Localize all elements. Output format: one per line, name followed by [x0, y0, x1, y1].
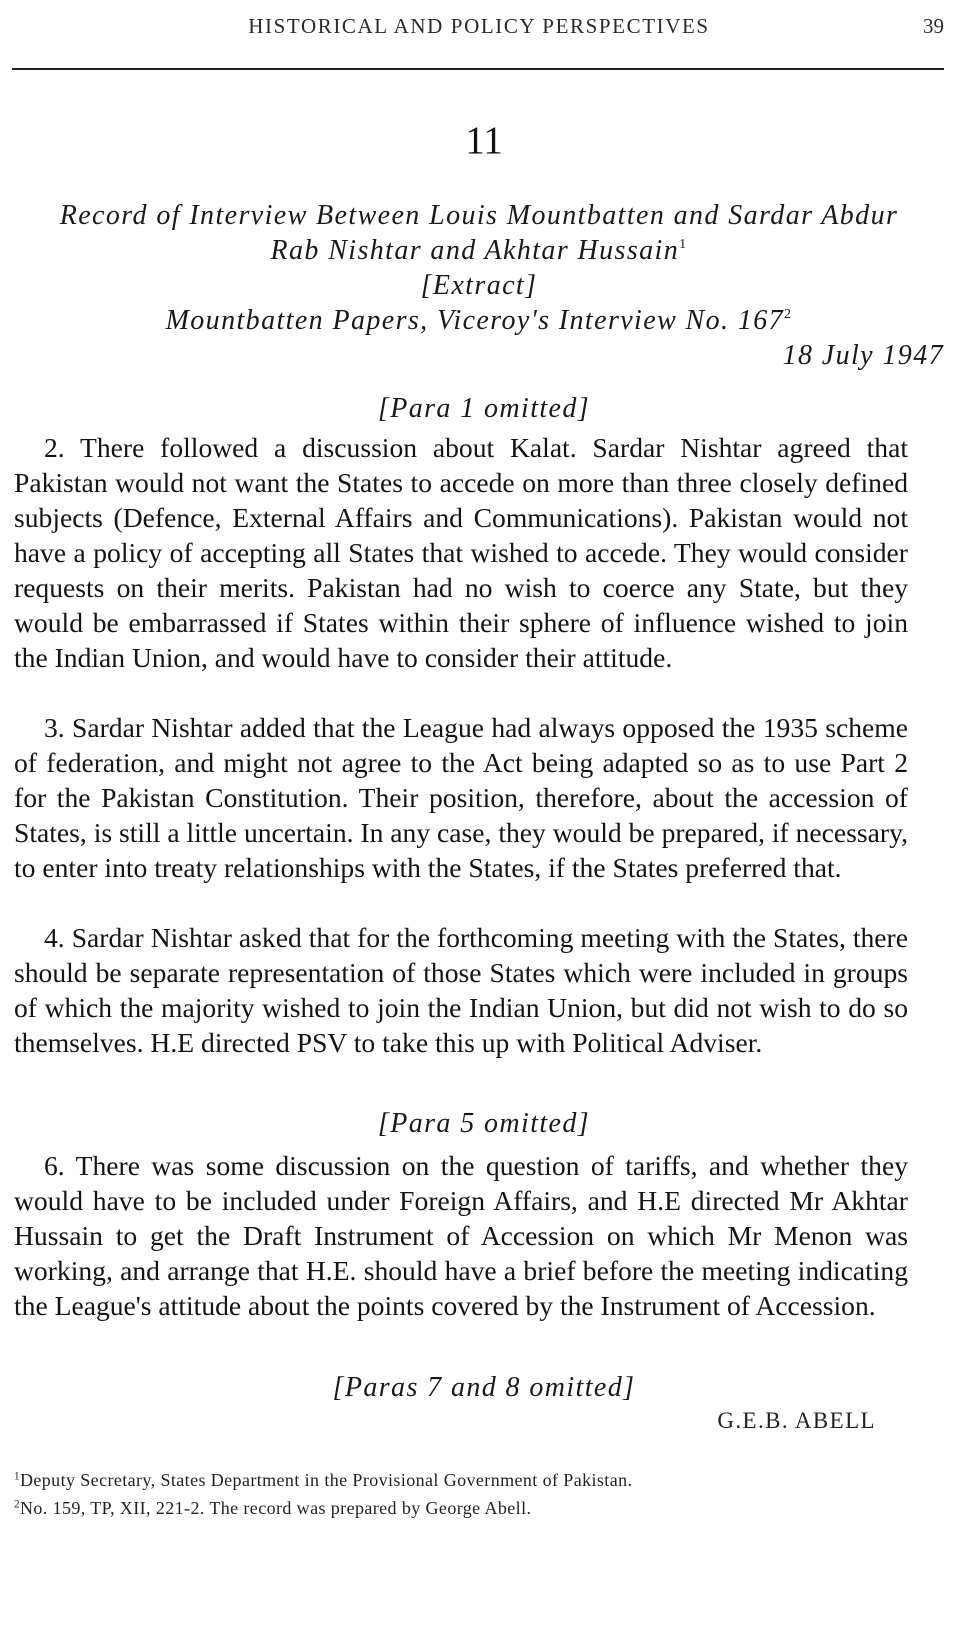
paragraph-2-text: 2. There followed a discussion about Kalat. Sardar Nishtar agreed that Pakistan would not want the States to accede on more than three closely defined subjects (Defence, External Affairs and Communications). Pakistan would not have a policy of accepting all States that wished to accede. They would consider requests on their merits. Pakistan had no wish to coerce any State, but they would be embarrassed if States within their sphere of influence wished to join the Indian Union, and would have to consider their attitude. — [14, 432, 908, 673]
paragraph-3 — [14, 710, 908, 885]
document-date: 18 July 1947 — [782, 340, 944, 371]
omitted-para-1: [Para 1 omitted] — [377, 393, 591, 424]
footnote-ref-2: 2 — [784, 306, 793, 322]
paragraph-4 — [14, 920, 908, 1060]
footnote-2-marker: 2 — [14, 1498, 20, 1511]
footnote-ref-1: 1 — [679, 236, 688, 252]
title-line-2 — [14, 233, 944, 268]
omitted-paras-7-8: [Paras 7 and 8 omitted] — [332, 1372, 636, 1403]
header-rule — [12, 68, 944, 70]
paragraph-3-text: 3. Sardar Nishtar added that the League had always opposed the 1935 scheme of federation, and might not agree to the Act being adapted so as to use Part 2 for the Pakistan Constitution. Their position, therefore, about the accession of States, is still a little uncertain. In any case, they would be prepared, if necessary, to enter into treaty relationships with the States, if the States preferred that. — [14, 712, 908, 883]
footnote-2 — [14, 1494, 914, 1522]
omitted-para-5: [Para 5 omitted] — [377, 1108, 591, 1139]
footnote-1-text: Deputy Secretary, States Department in the Provisional Government of Pakistan. — [19, 1470, 633, 1490]
footnote-1-marker: 1 — [14, 1470, 20, 1483]
footnote-1 — [14, 1466, 914, 1494]
extract-label: [Extract] — [420, 270, 538, 301]
title-line-1: Record of Interview Between Louis Mountbatten and Sardar Abdur — [59, 200, 899, 231]
paragraph-6-text: 6. There was some discussion on the question of tariffs, and whether they would have to be included under Foreign Affairs, and H.E directed Mr Akhtar Hussain to get the Draft Instrument of Accession on which Mr Menon was working, and arrange that H.E. should have a brief before the meeting indicating the League's attitude about the points covered by the Instrument of Accession. — [14, 1150, 908, 1321]
page-number: 39 — [923, 14, 944, 38]
footnotes — [14, 1466, 914, 1522]
signature: G.E.B. ABELL — [717, 1408, 876, 1433]
document-title-block — [14, 198, 944, 373]
running-title: HISTORICAL AND POLICY PERSPECTIVES — [248, 14, 710, 38]
source-line — [14, 303, 944, 338]
document-number: 11 — [465, 119, 503, 162]
source-text: Mountbatten Papers, Viceroy's Interview No. 167 — [165, 305, 785, 336]
title-line-2-text: Rab Nishtar and Akhtar Hussain — [270, 235, 680, 266]
footnote-2-text: No. 159, TP, XII, 221-2. The record was prepared by George Abell. — [19, 1498, 532, 1518]
paragraph-6 — [14, 1148, 908, 1323]
paragraph-2 — [14, 430, 908, 675]
running-head — [14, 14, 944, 44]
paragraph-4-text: 4. Sardar Nishtar asked that for the forthcoming meeting with the States, there should be separate representation of those States which were included in groups of which the majority wished to join the Indian Union, but did not wish to do so themselves. H.E directed PSV to take this up with Political Adviser. — [14, 922, 908, 1058]
